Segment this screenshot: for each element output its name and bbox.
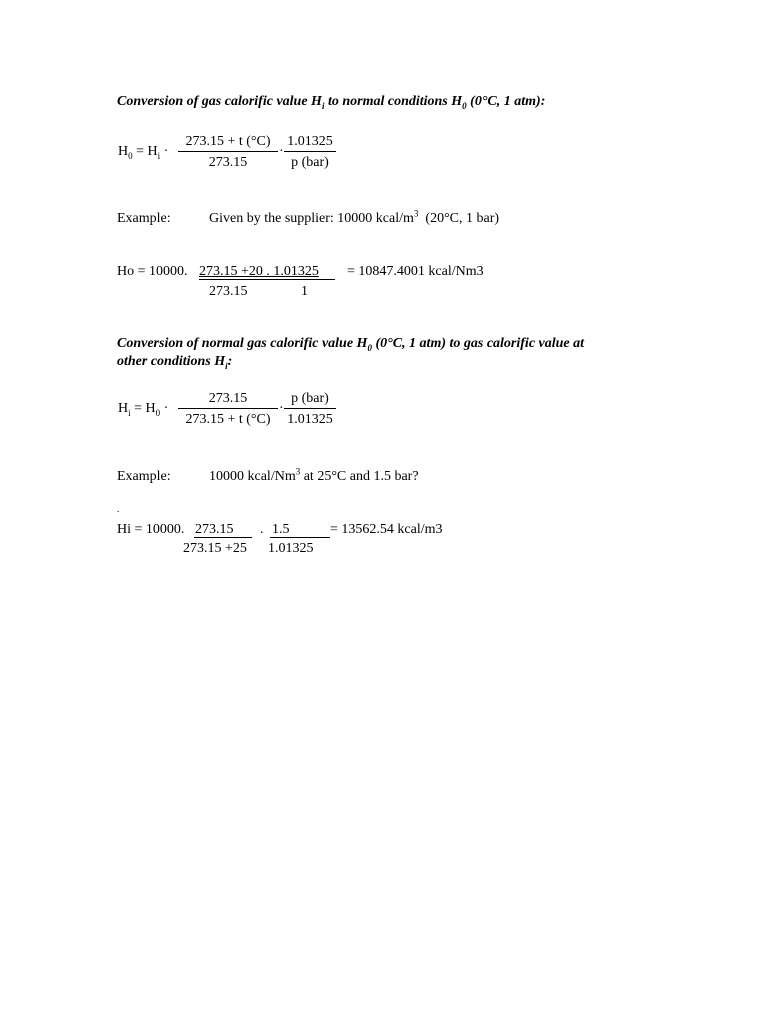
example1-calc-result: = 10847.4001 kcal/Nm3 — [347, 264, 484, 279]
example2-text: 10000 kcal/Nm$^3$ at 25°C and 1.5 bar? — [209, 466, 419, 484]
example1-calc-denominator-2: 1 — [301, 284, 308, 299]
example1-text: Given by the supplier: 10000 kcal/$m^3$ (20°C, 1 bar) — [209, 208, 500, 226]
formula1-fraction-1: $\frac{273.15 + t (^\circ C)}{273.15}$ — [178, 134, 278, 171]
example2-calc-numerator-2: 1.5 — [272, 522, 290, 537]
example1-fraction-line — [199, 279, 335, 280]
formula1-fraction-2: 1.01325 p (bar) — [284, 134, 336, 171]
formula2-fraction-1: $\frac{273.15}{273.15 + t (^\circ C)}$ — [178, 391, 278, 428]
example1-calc-numerator: 273.15 +20 . 1.01325 — [199, 264, 319, 279]
formula1-dot: · — [279, 144, 284, 159]
formula1-lhs: $H_0 = H_i$ · — [118, 144, 169, 161]
example2-calc-result: = 13562.54 kcal/m3 — [330, 522, 443, 537]
example2-calc-prefix: Hi = 10000. — [117, 522, 185, 537]
example2-calc-denominator-2: 1.01325 — [268, 541, 314, 556]
example2-label: Example: — [117, 469, 171, 484]
example2-calc-denominator-1: 273.15 +25 — [183, 541, 247, 556]
example1-calc-denominator-1: 273.15 — [209, 284, 248, 299]
example2-fraction-line-1 — [194, 537, 252, 538]
example2-fraction-line-2 — [270, 537, 330, 538]
example1-calc-prefix: Ho = 10000. — [117, 264, 188, 279]
example1-label: Example: — [117, 211, 171, 226]
section2-heading-line1: Conversion of normal gas calorific value $H_0$ (0°C, 1 atm) to gas calorific value at — [117, 336, 585, 353]
section2-heading-line2: other conditions $H_i$: — [117, 354, 233, 371]
formula2-dot: · — [279, 401, 284, 416]
formula2-lhs: $H_i = H_0$ · — [118, 401, 169, 418]
formula2-fraction-2: p (bar) 1.01325 — [284, 391, 336, 428]
example2-calc-numerator-1: 273.15 — [195, 522, 234, 537]
example2-dot-mark: . — [117, 504, 120, 514]
section1-heading: Conversion of gas calorific value $H_i$ to normal conditions $H_0$ (0°C, 1 atm): — [117, 94, 546, 111]
example2-calc-separator: . — [260, 522, 264, 537]
